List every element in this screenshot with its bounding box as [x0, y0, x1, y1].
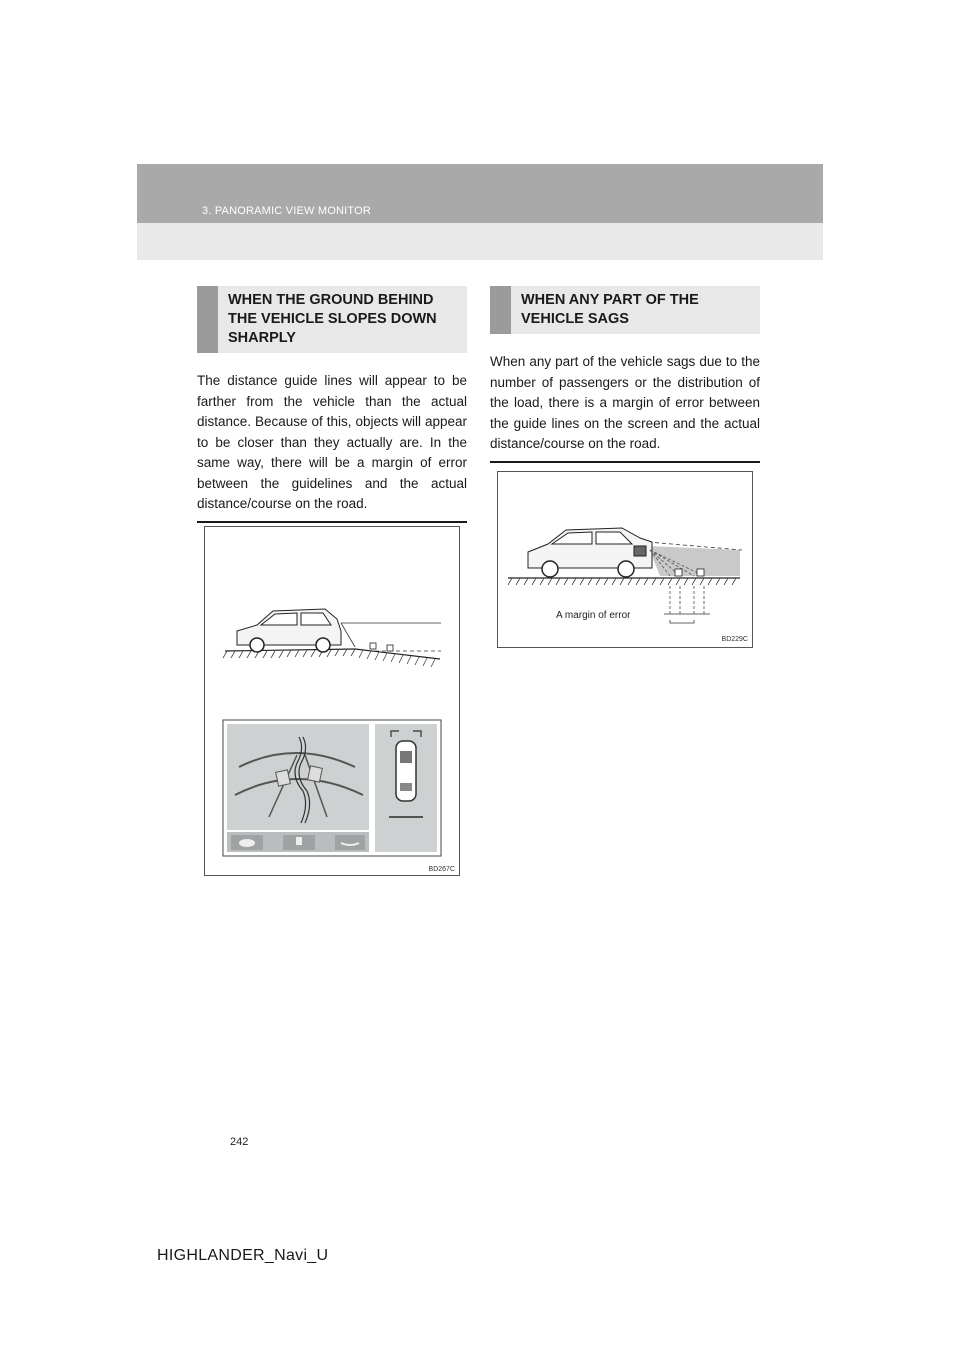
illustration-code: BD229C	[721, 636, 748, 643]
heading-bar	[197, 286, 218, 353]
header-top-bar	[137, 164, 823, 223]
section-title: 3. PANORAMIC VIEW MONITOR	[202, 205, 371, 217]
illustration-code: BD267C	[428, 866, 455, 873]
page-number: 242	[230, 1136, 249, 1148]
section-heading-text: WHEN ANY PART OF THE VEHICLE SAGS	[521, 292, 699, 327]
slope-illustration-drawing	[205, 527, 459, 875]
section-vehicle-sags	[490, 286, 760, 463]
heading-bar	[490, 286, 511, 334]
document-name: HIGHLANDER_Navi_U	[157, 1247, 329, 1264]
margin-of-error-label: A margin of error	[556, 610, 631, 621]
section-body-text: The distance guide lines will appear to be farther from the vehicle than the actual distance. Because of this, objects will appear to be closer than they actually are. In the same way, there will be a margin of error between the guidelines and the actual distance/course on the road.	[197, 367, 467, 523]
section-heading	[490, 286, 760, 334]
section-heading	[197, 286, 467, 353]
header-band	[137, 164, 823, 260]
illustration-vehicle-sags	[497, 471, 753, 648]
section-body-text: When any part of the vehicle sags due to the number of passengers or the distribution of the load, there is a margin of error between the guide lines on the screen and the actual distance/course on the road.	[490, 348, 760, 463]
illustration-slope-down	[204, 526, 460, 876]
section-slope-down	[197, 286, 467, 523]
section-heading-text: WHEN THE GROUND BEHIND THE VEHICLE SLOPES DOWN SHARPLY	[228, 292, 437, 346]
